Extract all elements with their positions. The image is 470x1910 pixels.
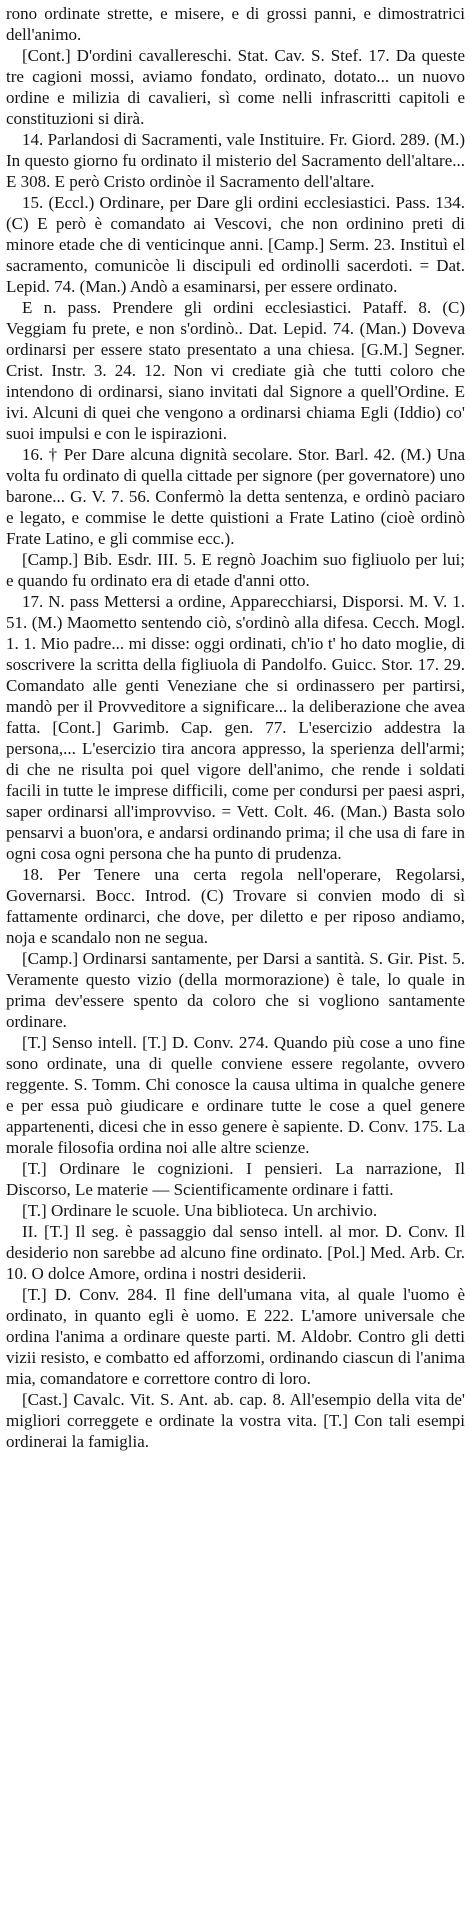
paragraph-continuation: rono ordinate strette, e misere, e di grossi panni, e dimostratrici dell'animo. [6,4,465,44]
paragraph-sense-18-camp: [Camp.] Ordinarsi santamente, per Darsi a santità. S. Gir. Pist. 5. Veramente questo vizio (della mormorazione) è tale, lo quale in prima dev'essere spento da coloro che si vogliono santamente ordinare. [6,949,465,1031]
paragraph-conv-284: [T.] D. Conv. 284. Il fine dell'umana vita, al quale l'uomo è ordinato, in quanto egli è uomo. E 222. L'amore universale che ordina l'anima a ordinare queste parti. M. Aldobr. Contro gli detti vizii resisto, e combatto ed afforzomi, ordinando ciascun di l'anima mia, comandatore e correttore contro di loro. [6,1285,465,1388]
paragraph-sense-18: 18. Per Tenere una certa regola nell'operare, Regolarsi, Governarsi. Bocc. Introd. (C) Trovare si convien modo di sì fattamente ordinarci, che dove, per diletto e per riposo andiamo, noja e scandalo non ne segua. [6,865,465,947]
paragraph-sense-14: 14. Parlandosi di Sacramenti, vale Instituire. Fr. Giord. 289. (M.) In questo giorno fu ordinato il misterio del Sacramento dell'altare... E 308. E però Cristo ordinòe il Sacramento dell'altare. [6,130,465,191]
paragraph-scuole: [T.] Ordinare le scuole. Una biblioteca. Un archivio. [22,1201,378,1220]
paragraph-senso-intell: [T.] Senso intell. [T.] D. Conv. 274. Quando più cose a uno fine sono ordinate, una di quelle conviene essere regolante, ovvero reggente. S. Tomm. Chi conosce la causa ultima in qualche genere e per essa può giudicare e ordinare tutte le cose a quel genere appartenenti, dicesi che in esso genere è sapiente. D. Conv. 175. La morale filosofia ordina noi alle altre scienze. [6,1033,465,1157]
paragraph-sense-II: II. [T.] Il seg. è passaggio dal senso intell. al mor. D. Conv. Il desiderio non sarebbe ad alcuno fine ordinato. [Pol.] Med. Arb. Cr. 10. O dolce Amore, ordina i nostri desiderii. [6,1222,465,1283]
paragraph-sense-15: 15. (Eccl.) Ordinare, per Dare gli ordini ecclesiastici. Pass. 134. (C) E però è comandato ai Vescovi, che non ordinino preti di minore etade che di venticinque anni. [Camp.] Serm. 23. Instituì el sacramento, comunicòe li discipuli ed ordinolli sacerdoti. = Dat. Lepid. 74. (Man.) Andò a esaminarsi, per essere ordinato. [6,193,465,296]
paragraph-sense-17: 17. N. pass Mettersi a ordine, Apparecchiarsi, Disporsi. M. V. 1. 51. (M.) Maometto sentendo ciò, s'ordinò alla difesa. Cecch. Mogl. 1. 1. Mio padre... mi disse: oggi ordinati, ch'io t' ho dato moglie, di soscrivere la scritta della figliuola di Pandolfo. Guicc. Stor. 17. 29. Comandato alle genti Veneziane che si ordinassero per partirsi, mandò per il Provveditore a significare... la deliberazione che avea fatta. [Cont.] Garimb. Cap. gen. 77. L'esercizio addestra la persona,... L'esercizio tira ancora appresso, la sperienza dell'armi; di che ne risulta poi quel vigore dell'animo, che rende i soldati facili in tutte le imprese difficili, come per condursi per paesi aspri, saper ordinarsi all'improvviso. = Vett. Colt. 46. (Man.) Basta solo pensarvi a buon'ora, e andarsi ordinando prima; il che usa di fare in ogni cosa ogni persona che ha punto di prudenza. [6,592,465,863]
paragraph-sense-16-camp: [Camp.] Bib. Esdr. III. 5. E regnò Joachim suo figliuolo per lui; e quando fu ordinato era di etade d'anni otto. [6,550,465,590]
paragraph-cavallereschi: [Cont.] D'ordini cavallereschi. Stat. Cav. S. Stef. 17. Da queste tre cagioni mossi, aviamo fondato, ordinato, dotato... un nuovo ordine e milizia di cavalieri, sì come nelli infrascritti capitoli e constituzioni si dirà. [6,46,465,128]
paragraph-cognizioni: [T.] Ordinare le cognizioni. I pensieri. La narrazione, Il Discorso, Le materie — Scientificamente ordinare i fatti. [6,1159,465,1199]
paragraph-sense-15-pass: E n. pass. Prendere gli ordini ecclesiastici. Pataff. 8. (C) Veggiam fu prete, e non s'ordinò.. Dat. Lepid. 74. (Man.) Doveva ordinarsi per essere stato presentato a una chiesa. [G.M.] Segner. Crist. Instr. 3. 24. 12. Non vi crediate già che tutti coloro che intendono di ordinarsi, siano invitati dal Signore a quell'Ordine. E ivi. Alcuni di quei che vengono a ordinarsi chiama Egli (Iddio) co' suoi impulsi e con le ispirazioni. [6,298,465,443]
paragraph-cavalc: [Cast.] Cavalc. Vit. S. Ant. ab. cap. 8. All'esempio della vita de' migliori correggete e ordinate la vostra vita. [T.] Con tali esempi ordinerai la famiglia. [6,1390,465,1451]
paragraph-sense-16: 16. † Per Dare alcuna dignità secolare. Stor. Barl. 42. (M.) Una volta fu ordinato di quella cittade per signore (per governatore) uno barone... G. V. 7. 56. Confermò la detta sentenza, e ordinò paciaro e legato, e commise le dette quistioni a Frate Latino (cioè ordinò Frate Latino, e gli commise ecc.). [6,445,465,548]
